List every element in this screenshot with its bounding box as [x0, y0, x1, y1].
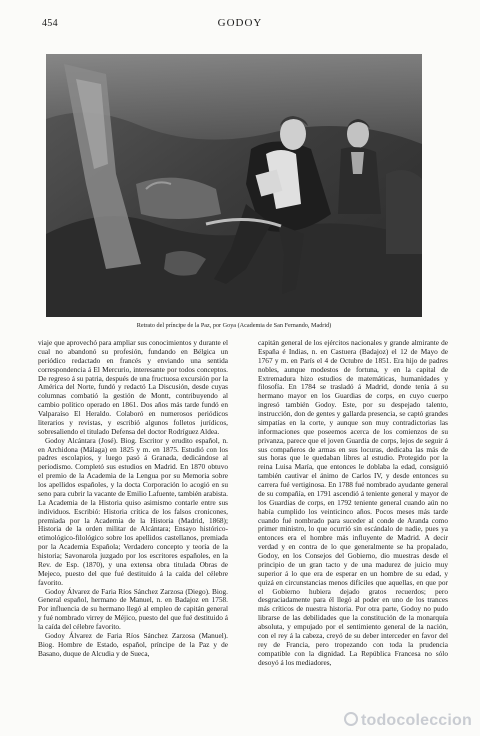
watermark	[344, 712, 472, 730]
watermark-logo-icon	[344, 712, 358, 726]
paragraph-continuation: viaje que aprovechó para ampliar sus conocimientos y durante el cual no abandonó su profesión, fundando en Bélgica un periódico redactado en francés y enviando una sentida correspondencia á El Mercurio, interesante por todos conceptos. De regreso á su patria, después de una fructuosa excursión por la América del Norte, fundó y redactó La Discusión, desde cuyas columnas combatió la gestión de Montt, contribuyendo al cambio político operado en 1861. Dos años más tarde fundó en Valparaíso El Heraldo. Colaboró en numerosos periódicos literarios y revistas, y escribió algunos folletos jurídicos, sobresaliendo el titulado Defensa del doctor Rodríguez Aldea.	[38, 339, 228, 436]
entry-godoy-manuel-continued: capitán general de los ejércitos nacionales y grande almirante de España é Indias, n. en Castuera (Badajoz) el 12 de Mayo de 1767 y m. en París el 4 de Octubre de 1851. Era hijo de padres nobles, aunque modestos de fortuna, y en la capital de Extremadura hizo estudios de matemáticas, humanidades y filosofía. En 1784 se trasladó á Madrid, donde tenía á su hermano mayor en los Guardias de corps, en cuyo cuerpo ingresó también Godoy. Este, por su despejado talento, instrucción, don de gentes y gallarda presencia, se captó grandes simpatías en la corte, y aunque son muy contradictorias las informaciones que poseemos acerca de los comienzos de su privanza, parece que el joven Guardia de corps, lejos de seguir á sus compañeros de armas en sus locuras, dedicaba las más de sus horas que le quedaban libres al estudio. Protegido por la reina Luisa María, que entonces le doblaba la edad, consiguió también cautivar el ánimo de Carlos IV, y desde entonces su carrera fué vertiginosa. En 1788 fué nombrado ayudante general de su compañía, en 1791 ascendió á teniente general y mayor de los Guardias de corps, en 1792 teniente general cuando aún no había cumplido los veinticinco años. Pocos meses más tarde cuando fué nombrado para suceder al conde de Aranda como primer ministro, lo que ocurrió sin escándalo de nadie, pues ya entonces era el hombre más influyente de Madrid. A decir verdad y en contra de lo que generalmente se ha propalado, Godoy, en los Consejos del Gobierno, dio muestras desde el principio de un gran tacto y de una madurez de juicio muy superior á lo que era de esperar en un hombre de su edad, y quizá en circunstancias menos difíciles que aquellas, en que por el Gobierno hubiera dejado gratos recuerdos; pero desgraciadamente para él llegó al poder en uno de los trances más críticos de nuestra historia. Por otra parte, Godoy no pudo librarse de las debilidades que la constitución de la monarquía absoluta, y empujado por el sentimiento general de la nación, con el rey á la cabeza, creyó de su deber interceder en favor del rey de Francia, pero tropezando con toda la prudencia compatible con la dignidad. La República Francesa no sólo desoyó á los mediadores,	[258, 339, 448, 667]
portrait-illustration	[46, 54, 422, 317]
figure-caption: Retrato del príncipe de la Paz, por Goya (Academia de San Fernando, Madrid)	[136, 322, 332, 329]
entry-godoy-manuel: Godoy Álvarez de Faria Ríos Sánchez Zarzosa (Manuel). Biog. Hombre de Estado, español, príncipe de la Paz y de Basano, duque de Alcudia y de Sueca,	[38, 630, 228, 658]
portrait-plate	[46, 54, 422, 317]
watermark-text: todocoleccion	[360, 712, 472, 729]
right-text-column	[258, 339, 448, 701]
entry-godoy-alcantara: Godoy Alcántara (José). Biog. Escritor y erudito español, n. en Archidona (Málaga) en 1825 y m. en 1875. Estudió con los padres escolapios, y luego pasó á Granada, dedicándose al periodismo. Completó sus estudios en Madrid. En 1870 obtuvo el premio de la Academia de la Lengua por su Memoria sobre los apellidos españoles, y la docta Corporación lo acogió en su seno para cubrir la vacante de Emilio Lafuente, también arabista. La Academia de la Historia quiso asimismo contarle entre sus individuos. Escribió: Historia crítica de los falsos cronicones, premiada por la Academia de la Historia (Madrid, 1868); Historia de la orden militar de Alcántara; Ensayo histórico-etimológico-filológico sobre los apellidos castellanos, premiada por la Academia Española; Verdadero concepto y teoría de la historia; Savonarola juzgado por los escritores españoles, en la Rev. de Esp. (1870), y una extensa obra titulada Obras de Mejeco, puesto del que fué destituido á la caída del célebre favorito.	[38, 435, 228, 587]
left-text-column	[38, 339, 228, 701]
running-title: GODOY	[217, 17, 263, 29]
page-number: 454	[42, 18, 58, 29]
entry-godoy-diego: Godoy Álvarez de Faria Ríos Sánchez Zarzosa (Diego). Biog. General español, hermano de Manuel, n. en Badajoz en 1758. Por influencia de su hermano llegó al empleo de capitán general y fué nombrado virrey de Méjico, puesto del que fué destituido á la caída del célebre favorito.	[38, 586, 228, 631]
